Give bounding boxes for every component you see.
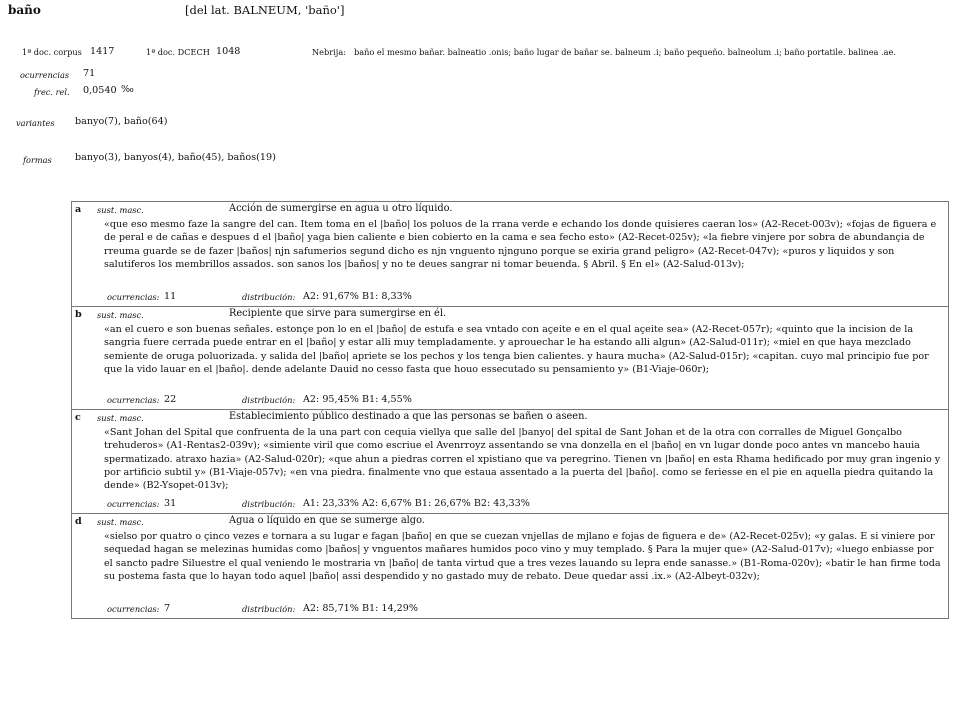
sense-letter: b bbox=[75, 309, 82, 320]
etymology: [del lat. BALNEUM, 'baño'] bbox=[185, 3, 345, 17]
sense-definition: Recipiente que sirve para sumergirse en él. bbox=[229, 308, 447, 319]
forms-label: formas bbox=[23, 155, 52, 165]
distribution-label: distribución: bbox=[242, 604, 296, 614]
sense-definition: Establecimiento público destinado a que las personas se bañen o aseen. bbox=[229, 411, 588, 422]
distribution-label: distribución: bbox=[242, 499, 296, 509]
sense-c bbox=[72, 410, 948, 514]
distribution-label: distribución: bbox=[242, 292, 296, 302]
sense-d bbox=[72, 514, 948, 618]
distribution-value: A2: 91,67% B1: 8,33% bbox=[303, 291, 412, 302]
sense-letter: a bbox=[75, 204, 82, 215]
sense-definition: Agua o líquido en que se sumerge algo. bbox=[229, 515, 425, 526]
occurrences-label: ocurrencias bbox=[20, 70, 70, 80]
nebrija-label: Nebrija: bbox=[312, 47, 346, 57]
sense-quotes: «sielso por quatro o çinco vezes e tornara a su lugar e fagan |baño| en que se cuezan vnjellas de mjlano e fojas de figuera e de» (A2-Recet-025v); «y galas. E si viniere por sequedad hagan se melezinas humidas como |baños| y vnguentos mañares humidos poco vino y muy templado. § Para la mujer que» (A2-Salud-017v); «luego enbiasse por el sancto padre Siluestre el qual veniendo le mostraria vn |baño| de tanta virtud que a tres vezes lauando su lepra ende sanasse.» (B1-Roma-020v); «batir le han firme toda su postema fasta que lo hayan todo aquel |baño| assi despendido y no gastado muy de rebato. Deue quedar assi .ix.» (A2-Albeyt-032v); bbox=[104, 531, 941, 582]
sense-category: sust. masc. bbox=[97, 310, 144, 320]
distribution-value: A1: 23,33% A2: 6,67% B1: 26,67% B2: 43,33% bbox=[303, 498, 530, 509]
first-corpus-value: 1417 bbox=[90, 46, 115, 57]
sense-letter: c bbox=[75, 412, 81, 423]
occurrences-label: ocurrencias: bbox=[107, 499, 160, 509]
variants-value: banyo(7), baño(64) bbox=[75, 116, 168, 127]
variants-label: variantes bbox=[16, 118, 55, 128]
sense-definition: Acción de sumergirse en agua u otro líquido. bbox=[229, 203, 453, 214]
sense-b bbox=[72, 307, 948, 410]
sense-quotes: «an el cuero e son buenas señales. estonçe pon lo en el |baño| de estufa e sea vntado con açeite e en el qual açeite sea» (A2-Recet-057r); «quinto que la incision de la sangria fuere cerrada puede entrar en el |baño| y estar alli muy templadamente. y aprouechar le ha estando alli algun» (A2-Salud-011r); «miel en que haya mezclado semiente de oruga poluorizada. y salida del |baño| apriete se los pechos y los tenga bien calientes. y haura mucha» (A2-Salud-015r); «capitan. cuyo mal principio fue por que la vido lauar en el |baño|. dende adelante Dauid no cesso fasta que houo essecutado su pensamiento y» (B1-Viaje-060r); bbox=[104, 324, 929, 375]
forms-value: banyo(3), banyos(4), baño(45), baños(19) bbox=[75, 152, 276, 163]
first-dcech-label: 1ª doc. DCECH bbox=[146, 47, 210, 57]
sense-a bbox=[72, 202, 948, 307]
lemma-headword: baño bbox=[8, 3, 41, 17]
occurrences-label: ocurrencias: bbox=[107, 292, 160, 302]
occurrences-value: 22 bbox=[164, 394, 177, 405]
occurrences-label: ocurrencias: bbox=[107, 604, 160, 614]
distribution-label: distribución: bbox=[242, 395, 296, 405]
sense-quotes: «que eso mesmo faze la sangre del can. Item toma en el |baño| los poluos de la rrana verde e echando los donde quisieres caeran los» (A2-Recet-003v); «fojas de figuera e de peral e de cañas e despues d el |baño| yaga bien caliente e bien cobierto en la cama e sea fecho esto» (A2-Recet-025v); «la fiebre vinjere por sobra de abundançia de rreuma guarde se de fazer |baños| njn safumerios segund dicho es njn vnguento njnguno porque se exiria grand peligro» (A2-Recet-047v); «puros y liquidos y son salutiferos los membrillos assados. son sanos los |baños| y no te deues sangrar ni tomar beuenda. § Abril. § En el» (A2-Salud-013v); bbox=[104, 219, 937, 270]
occurrences-value: 31 bbox=[164, 498, 177, 509]
freq-label: frec. rel. bbox=[34, 87, 70, 97]
sense-quotes: «Sant Johan del Spital que confruenta de la una part con cequia viellya que salle del |banyo| del spital de Sant Johan et de la otra con corralles de Miguel Gonçalbo trehuderos» (A1-Rentas2-039v); «simiente viril que como escriue el Avenrroyz assentando se vna donzella en el |baño| en vn lugar donde poco antes vn mancebo hauia spermatizado. atraxo hazia» (A2-Salud-020r); «que ahun a piedras corren el xpistiano que va peregrino. Tienen vn |baño| en esta Rhama hedificado por muy gran ingenio y por artificio subtil y» (B1-Viaje-057v); «en vna piedra. finalmente vno que estaua assentado a la puerta del |baño|. como se feriesse en el pie en aquella piedra quitando la dende» (B2-Ysopet-013v); bbox=[104, 427, 941, 492]
occurrences-value: 7 bbox=[164, 603, 171, 614]
distribution-value: A2: 85,71% B1: 14,29% bbox=[303, 603, 418, 614]
sense-category: sust. masc. bbox=[97, 517, 144, 527]
occurrences-value: 11 bbox=[164, 291, 177, 302]
freq-unit: ‰ bbox=[121, 84, 134, 95]
first-corpus-label: 1ª doc. corpus bbox=[22, 47, 82, 57]
occurrences-label: ocurrencias: bbox=[107, 395, 160, 405]
senses-table bbox=[71, 201, 949, 619]
first-dcech-value: 1048 bbox=[216, 46, 241, 57]
freq-value: 0,0540 bbox=[83, 85, 117, 96]
sense-category: sust. masc. bbox=[97, 413, 144, 423]
occurrences-value: 71 bbox=[83, 68, 96, 79]
distribution-value: A2: 95,45% B1: 4,55% bbox=[303, 394, 412, 405]
sense-letter: d bbox=[75, 516, 82, 527]
sense-category: sust. masc. bbox=[97, 205, 144, 215]
nebrija-text: baño el mesmo bañar. balneatio .onis; baño lugar de bañar se. balneum .i; baño pequeño. balneolum .i; baño portatile. balinea .ae. bbox=[354, 47, 896, 57]
